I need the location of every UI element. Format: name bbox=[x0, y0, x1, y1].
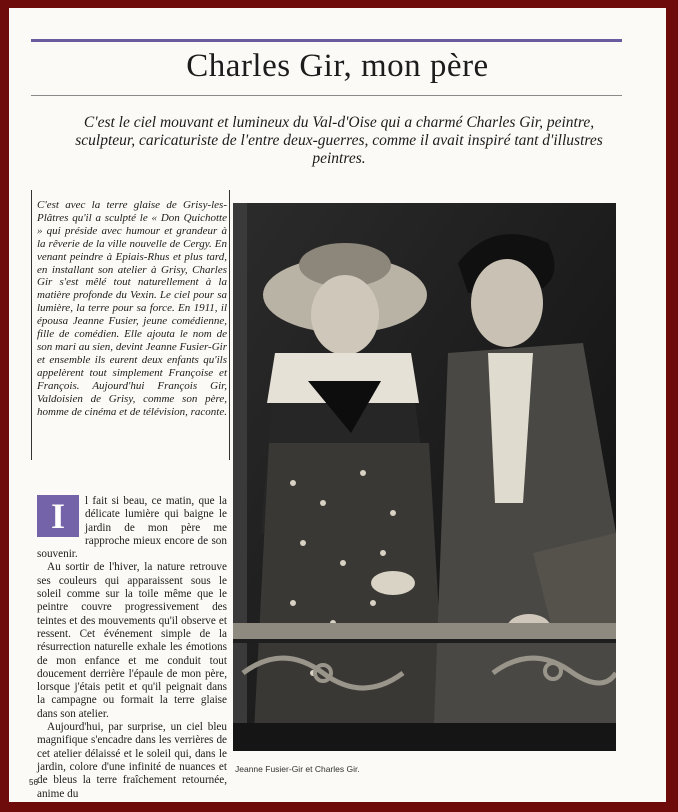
photo-illustration bbox=[233, 203, 616, 751]
title-rule bbox=[31, 95, 622, 96]
page-title: Charles Gir, mon père bbox=[186, 48, 489, 84]
drop-cap: I bbox=[37, 495, 79, 537]
paragraph: Au sortir de l'hiver, la nature retrouve ses couleurs qui apparaissent sous le soleil comme sur la toile même que le peintre couvre progressivement des teintes et des mouvements qu'il observe et ressent. Cet événement simple de la résurrection naturelle exhale les émotions de mon enfance et me conduit tout doucement derrière l'épaule de mon père, lorsque j'étais petit et qu'il peignait dans la campagne ou formait la terre glaise dans son atelier. bbox=[37, 561, 227, 720]
sidebar-left-rule bbox=[31, 190, 32, 460]
page-number: 56 bbox=[29, 778, 38, 787]
body-text bbox=[37, 495, 227, 801]
magazine-page bbox=[9, 8, 666, 802]
photo-caption: Jeanne Fusier-Gir et Charles Gir. bbox=[235, 764, 360, 774]
paragraph: l fait si beau, ce matin, que la délicate lumière qui baigne le jardin de mon père me rapproche mieux encore de son souvenir. bbox=[37, 495, 227, 561]
sidebar-right-rule bbox=[229, 190, 230, 460]
standfirst: C'est le ciel mouvant et lumineux du Val-d'Oise qui a charmé Charles Gir, peintre, sculpteur, caricaturiste de l'entre deux-guerres, comme il avait inspiré tant d'illustres peintres. bbox=[75, 114, 603, 167]
portrait-photo bbox=[233, 203, 616, 751]
top-rule bbox=[31, 39, 622, 42]
paragraph: Aujourd'hui, par surprise, un ciel bleu magnifique s'encadre dans les verrières de cet atelier délaissé et le soleil qui, dans le jardin, colore d'une infinité de nuances et de bleus la terre fraîchement retournée, anime du bbox=[37, 721, 227, 800]
sidebar-intro: C'est avec la terre glaise de Grisy-les-Plâtres qu'il a sculpté le « Don Quichotte » qui préside avec humour et grandeur à la rêverie de la ville nouvelle de Cergy. En venant peindre à Epiais-Rhus et plus tard, en installant son atelier à Grisy, Charles Gir s'est mêlé tout naturellement à la matière profonde du Vexin. Le ciel pour sa lumière, la terre pour sa force. En 1911, il épousa Jeanne Fusier, jeune comédienne, fille de comédien. Elle ajouta le nom de son mari au sien, devint Jeanne Fusier-Gir et ensemble ils eurent deux enfants qu'ils appelèrent tout simplement Françoise et François. Aujourd'hui François Gir, Valdoisien de Grisy, comme son père, homme de cinéma et de télévision, raconte. bbox=[37, 199, 227, 418]
